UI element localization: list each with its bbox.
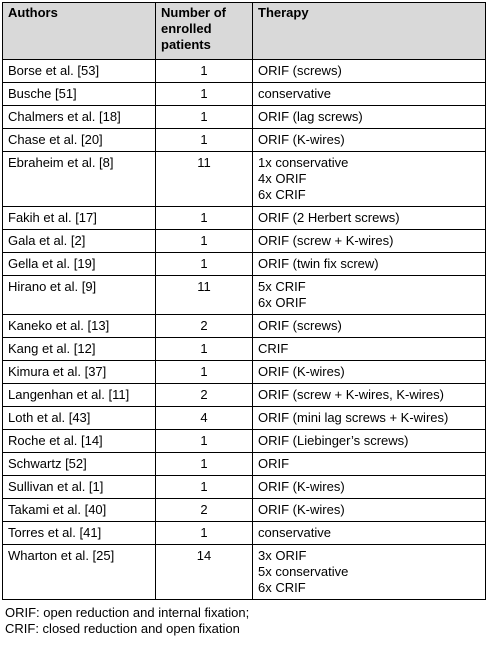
cell-author: Chalmers et al. [18] — [3, 106, 156, 129]
therapy-table — [2, 2, 486, 600]
table-row — [3, 522, 486, 545]
therapy-line: ORIF (K-wires) — [258, 502, 345, 517]
cell-author: Fakih et al. [17] — [3, 207, 156, 230]
table-row — [3, 430, 486, 453]
table-row — [3, 453, 486, 476]
therapy-line: 1x conservative — [258, 155, 349, 170]
cell-patients: 11 — [156, 276, 253, 315]
cell-author: Busche [51] — [3, 83, 156, 106]
therapy-line: 5x conservative — [258, 564, 349, 579]
table-row — [3, 276, 486, 315]
header-patients: Number of enrolled patients — [156, 3, 253, 60]
cell-therapy — [253, 338, 486, 361]
therapy-line: CRIF — [258, 341, 289, 356]
table-row — [3, 315, 486, 338]
cell-therapy — [253, 453, 486, 476]
cell-author: Roche et al. [14] — [3, 430, 156, 453]
cell-therapy — [253, 60, 486, 83]
therapy-line: ORIF (twin fix screw) — [258, 256, 379, 271]
table-row — [3, 83, 486, 106]
cell-patients: 1 — [156, 253, 253, 276]
table-row — [3, 407, 486, 430]
therapy-line: ORIF (mini lag screws + K-wires) — [258, 410, 449, 425]
table-row — [3, 230, 486, 253]
cell-author: Ebraheim et al. [8] — [3, 152, 156, 207]
cell-author: Gala et al. [2] — [3, 230, 156, 253]
cell-patients: 1 — [156, 60, 253, 83]
cell-patients: 2 — [156, 315, 253, 338]
table-footnote — [5, 605, 249, 637]
cell-patients: 1 — [156, 430, 253, 453]
therapy-line: 4x ORIF — [258, 171, 307, 186]
cell-author: Loth et al. [43] — [3, 407, 156, 430]
cell-patients: 2 — [156, 499, 253, 522]
cell-therapy — [253, 499, 486, 522]
therapy-line: conservative — [258, 86, 331, 101]
therapy-line: ORIF (screw + K-wires) — [258, 233, 394, 248]
cell-author: Torres et al. [41] — [3, 522, 156, 545]
table-row — [3, 499, 486, 522]
cell-therapy — [253, 106, 486, 129]
cell-therapy — [253, 545, 486, 600]
therapy-line: ORIF (Liebinger’s screws) — [258, 433, 409, 448]
cell-author: Borse et al. [53] — [3, 60, 156, 83]
cell-author: Hirano et al. [9] — [3, 276, 156, 315]
therapy-line: conservative — [258, 525, 331, 540]
cell-patients: 1 — [156, 476, 253, 499]
table-row — [3, 207, 486, 230]
cell-therapy — [253, 152, 486, 207]
cell-therapy — [253, 230, 486, 253]
therapy-line: 6x CRIF — [258, 580, 306, 595]
table-body — [3, 60, 486, 600]
cell-patients: 1 — [156, 522, 253, 545]
cell-author: Kang et al. [12] — [3, 338, 156, 361]
cell-patients: 1 — [156, 338, 253, 361]
therapy-line: ORIF (K-wires) — [258, 132, 345, 147]
cell-therapy — [253, 361, 486, 384]
cell-patients: 11 — [156, 152, 253, 207]
header-authors: Authors — [3, 3, 156, 60]
cell-patients: 4 — [156, 407, 253, 430]
therapy-line: ORIF — [258, 456, 290, 471]
footnote-crif: CRIF: closed reduction and open fixation — [5, 621, 240, 636]
cell-author: Kaneko et al. [13] — [3, 315, 156, 338]
table-row — [3, 152, 486, 207]
table-row — [3, 545, 486, 600]
cell-therapy — [253, 207, 486, 230]
therapy-line: ORIF (screw + K-wires, K-wires) — [258, 387, 444, 402]
cell-patients: 14 — [156, 545, 253, 600]
cell-therapy — [253, 83, 486, 106]
cell-patients: 1 — [156, 230, 253, 253]
table-row — [3, 129, 486, 152]
cell-patients: 1 — [156, 83, 253, 106]
table-row — [3, 338, 486, 361]
cell-therapy — [253, 253, 486, 276]
cell-therapy — [253, 430, 486, 453]
cell-patients: 1 — [156, 453, 253, 476]
cell-therapy — [253, 315, 486, 338]
therapy-line: 5x CRIF — [258, 279, 306, 294]
therapy-line: ORIF (lag screws) — [258, 109, 363, 124]
therapy-line: ORIF (K-wires) — [258, 364, 345, 379]
therapy-line: ORIF (screws) — [258, 63, 342, 78]
cell-author: Schwartz [52] — [3, 453, 156, 476]
therapy-line: 6x ORIF — [258, 295, 307, 310]
cell-author: Takami et al. [40] — [3, 499, 156, 522]
cell-author: Gella et al. [19] — [3, 253, 156, 276]
therapy-line: ORIF (K-wires) — [258, 479, 345, 494]
cell-patients: 1 — [156, 106, 253, 129]
cell-therapy — [253, 407, 486, 430]
table-row — [3, 106, 486, 129]
table-row — [3, 253, 486, 276]
therapy-line: 6x CRIF — [258, 187, 306, 202]
therapy-line: ORIF (2 Herbert screws) — [258, 210, 400, 225]
cell-therapy — [253, 276, 486, 315]
table-row — [3, 384, 486, 407]
cell-author: Kimura et al. [37] — [3, 361, 156, 384]
cell-author: Chase et al. [20] — [3, 129, 156, 152]
header-therapy: Therapy — [253, 3, 486, 60]
table-row — [3, 476, 486, 499]
table-header-row — [3, 3, 486, 60]
cell-author: Sullivan et al. [1] — [3, 476, 156, 499]
cell-patients: 1 — [156, 361, 253, 384]
table-row — [3, 60, 486, 83]
cell-patients: 2 — [156, 384, 253, 407]
cell-author: Langenhan et al. [11] — [3, 384, 156, 407]
cell-therapy — [253, 476, 486, 499]
cell-therapy — [253, 384, 486, 407]
therapy-line: 3x ORIF — [258, 548, 307, 563]
footnote-orif: ORIF: open reduction and internal fixation; — [5, 605, 250, 620]
cell-patients: 1 — [156, 129, 253, 152]
cell-therapy — [253, 129, 486, 152]
cell-patients: 1 — [156, 207, 253, 230]
cell-author: Wharton et al. [25] — [3, 545, 156, 600]
cell-therapy — [253, 522, 486, 545]
therapy-line: ORIF (screws) — [258, 318, 342, 333]
table-row — [3, 361, 486, 384]
